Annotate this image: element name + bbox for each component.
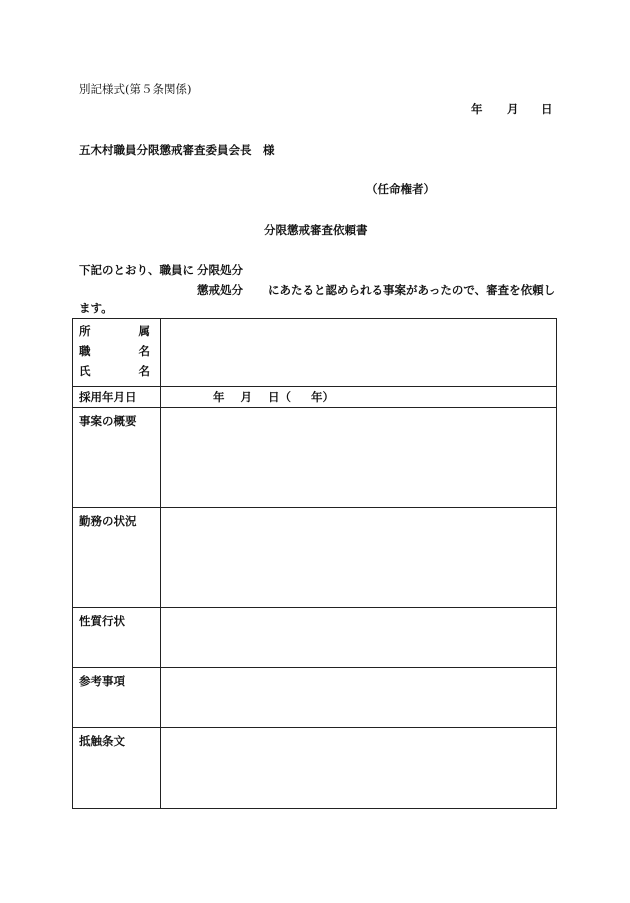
case-summary-field[interactable]	[161, 408, 557, 508]
hire-day-label: 日（	[268, 390, 291, 404]
reference-field[interactable]	[161, 668, 557, 728]
hire-month-label: 月	[240, 390, 252, 404]
body-suffix: にあたると認められる事案があったので、審査を依頼し	[268, 283, 556, 297]
form-reference: 別記様式(第５条関係)	[79, 82, 192, 96]
request-form-table	[72, 318, 557, 809]
label-affiliation: 所 属	[79, 324, 150, 338]
work-status-row	[73, 508, 557, 608]
work-status-field[interactable]	[161, 508, 557, 608]
body-line2: ます。	[79, 301, 113, 315]
reference-row	[73, 668, 557, 728]
character-label: 性質行状	[73, 608, 161, 668]
case-summary-label: 事案の概要	[73, 408, 161, 508]
option-choukai: 懲戒処分	[197, 283, 243, 297]
sender-label: （任命権者）	[366, 182, 435, 196]
case-summary-row	[73, 408, 557, 508]
character-row	[73, 608, 557, 668]
date-day-label: 日	[541, 102, 553, 116]
articles-row	[73, 728, 557, 809]
personal-info-field[interactable]	[161, 319, 557, 387]
articles-label: 抵触条文	[73, 728, 161, 809]
hire-year-label: 年	[213, 390, 225, 404]
option-bungen: 分限処分	[197, 263, 243, 277]
hire-date-field[interactable]	[161, 387, 557, 408]
work-status-label: 勤務の状況	[73, 508, 161, 608]
date-month-label: 月	[507, 102, 519, 116]
personal-info-labels	[73, 319, 161, 387]
articles-field[interactable]	[161, 728, 557, 809]
addressee: 五木村職員分限懲戒審査委員会長 様	[79, 143, 275, 157]
reference-label: 参考事項	[73, 668, 161, 728]
date-year-label: 年	[471, 102, 483, 116]
label-position: 職 名	[79, 344, 150, 358]
character-field[interactable]	[161, 608, 557, 668]
document-title: 分限懲戒審査依頼書	[264, 223, 368, 237]
body-prefix: 下記のとおり、職員に	[79, 263, 194, 277]
personal-info-row	[73, 319, 557, 387]
hire-date-label: 採用年月日	[73, 387, 161, 408]
label-name: 氏 名	[79, 364, 150, 378]
hire-years-label: 年）	[311, 390, 334, 404]
hire-date-row	[73, 387, 557, 408]
